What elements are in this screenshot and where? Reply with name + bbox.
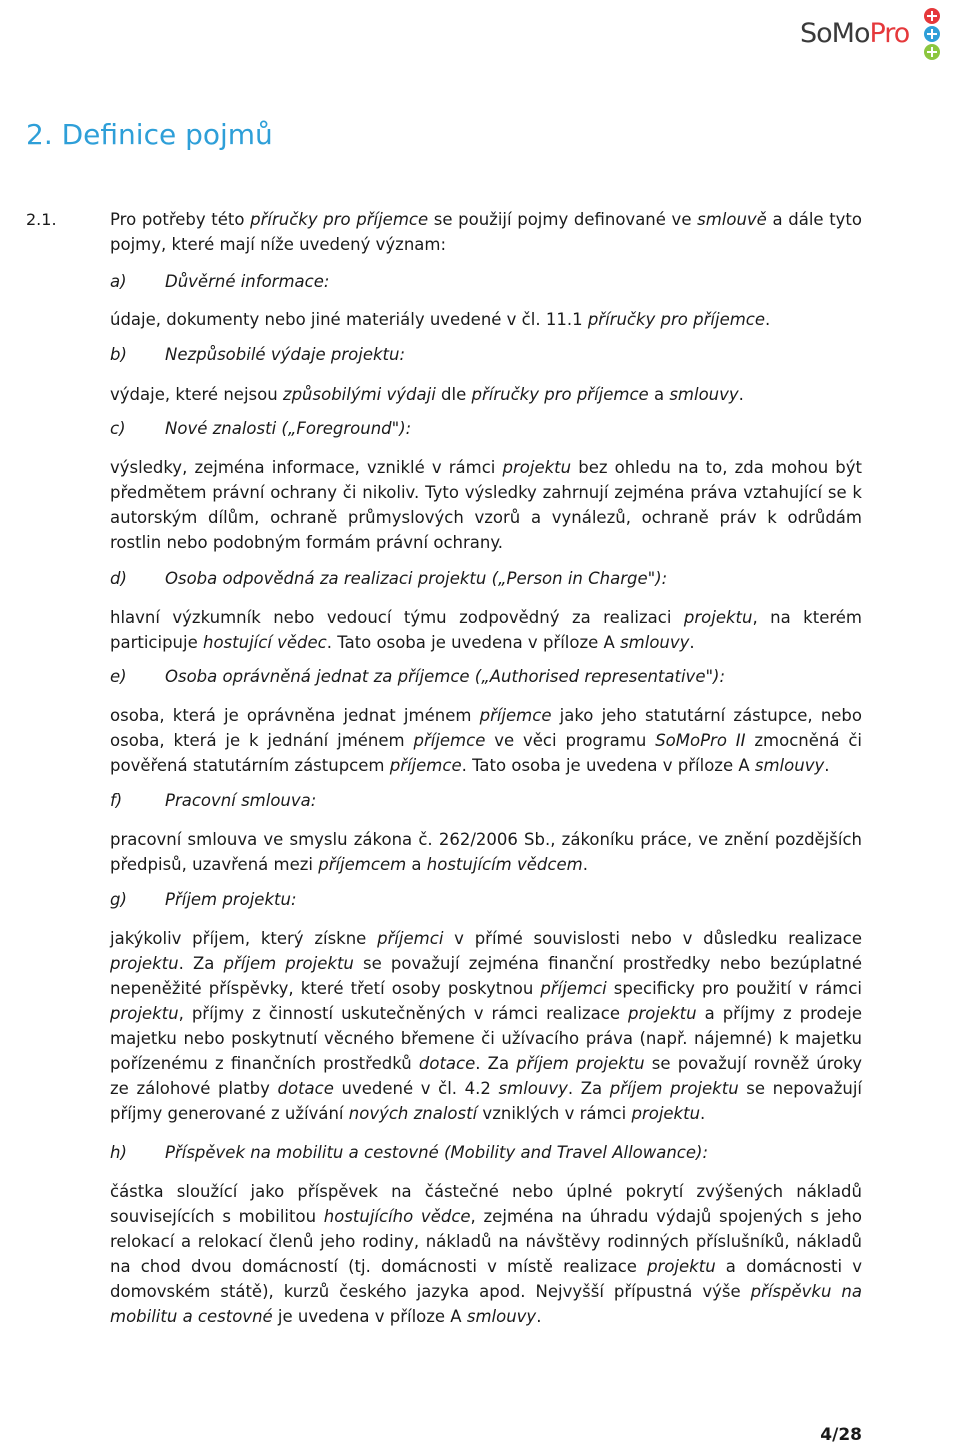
logo-mark-icon <box>916 6 948 62</box>
section-number: 2.1. <box>26 210 57 229</box>
logo-wordmark <box>800 18 909 49</box>
term-g-heading: g) Příjem projektu: <box>110 890 297 909</box>
page-title: 2. Definice pojmů <box>26 118 273 151</box>
logo-pro: Pro <box>869 18 910 49</box>
term-a-text: údaje, dokumenty nebo jiné materiály uvedené v čl. 11.1 příručky pro příjemce. <box>110 310 771 329</box>
term-d-heading: d) Osoba odpovědná za realizaci projektu („Person in Charge"): <box>110 569 668 588</box>
term-d-text: hlavní výzkumník nebo vedoucí týmu zodpovědný za realizaci projektu, na kterém participuje hostující vědec. Tato osoba je uvedena v příloze A smlouvy. <box>110 608 862 652</box>
page-number: 4/28 <box>820 1425 862 1445</box>
term-h-heading: h) Příspěvek na mobilitu a cestovné (Mobility and Travel Allowance): <box>110 1143 709 1162</box>
somopro-logo <box>800 6 950 62</box>
term-b-text: výdaje, které nejsou způsobilými výdaji dle příručky pro příjemce a smlouvy. <box>110 385 744 404</box>
term-c-heading: c) Nové znalosti („Foreground"): <box>110 419 412 438</box>
term-b-heading: b) Nezpůsobilé výdaje projektu: <box>110 345 406 364</box>
logo-so: SoMo <box>800 18 870 49</box>
term-g-text: jakýkoliv příjem, který získne příjemci v přímé souvislosti nebo v důsledku realizace projektu. Za příjem projektu se považují zejména finanční prostředky nebo bezúplatné nepeněžité příspěvky, které třetí osoby poskytnou příjemci specificky pro použití v rámci projektu, příjmy z činností uskutečněných v rámci realizace projektu a příjmy z prodeje majetku nebo poskytnutí věcného břemene či užívacího práva (např. nájemné) k majetku pořízenému z finančních prostředků dotace. Za příjem projektu se považují rovněž úroky ze zálohové platby dotace uvedené v čl. 4.2 smlouvy. Za příjem projektu se nepovažují příjmy generované z užívání nových znalostí vzniklých v rámci projektu. <box>110 929 863 1123</box>
term-h-text: částka sloužící jako příspěvek na částečné nebo úplné pokrytí zvýšených nákladů souvisejících s mobilitou hostujícího vědce, zejména na úhradu výdajů spojených s jeho relokací a relokací členů jeho rodiny, nákladů na návštěvy rodinných příslušníků, nákladů na chod dvou domácností (tj. domácnosti v místě realizace projektu a domácnosti v domovském státě), kurzů českého jazyka apod. Nejvyšší přípustná výše příspěvku na mobilitu a cestovné je uvedena v příloze A smlouvy. <box>110 1182 863 1326</box>
term-e-heading: e) Osoba oprávněná jednat za příjemce („Authorised representative"): <box>110 667 726 686</box>
term-a-heading: a) Důvěrné informace: <box>110 272 330 291</box>
term-f-heading: f) Pracovní smlouva: <box>110 791 317 810</box>
term-f-text: pracovní smlouva ve smyslu zákona č. 262/2006 Sb., zákoníku práce, ve znění pozdějších předpisů, uzavřená mezi příjemcem a hostujícím vědcem. <box>110 830 862 874</box>
section-intro: Pro potřeby této příručky pro příjemce se použijí pojmy definované ve smlouvě a dále tyto pojmy, které mají níže uvedený význam: <box>110 210 862 254</box>
term-e-text: osoba, která je oprávněna jednat jménem příjemce jako jeho statutární zástupce, nebo osoba, která je k jednání jménem příjemce ve věci programu SoMoPro II zmocněná či pověřená statutárním zástupcem příjemce. Tato osoba je uvedena v příloze A smlouvy. <box>110 706 862 775</box>
term-c-text: výsledky, zejména informace, vzniklé v rámci projektu bez ohledu na to, zda mohou být předmětem právní ochrany či nikoliv. Tyto výsledky zahrnují zejména práva vztahující se k autorským dílům, ochraně průmyslových vzorů a vynálezů, ochraně práv k odrůdám rostlin nebo podobným formám právní ochrany. <box>110 458 862 552</box>
